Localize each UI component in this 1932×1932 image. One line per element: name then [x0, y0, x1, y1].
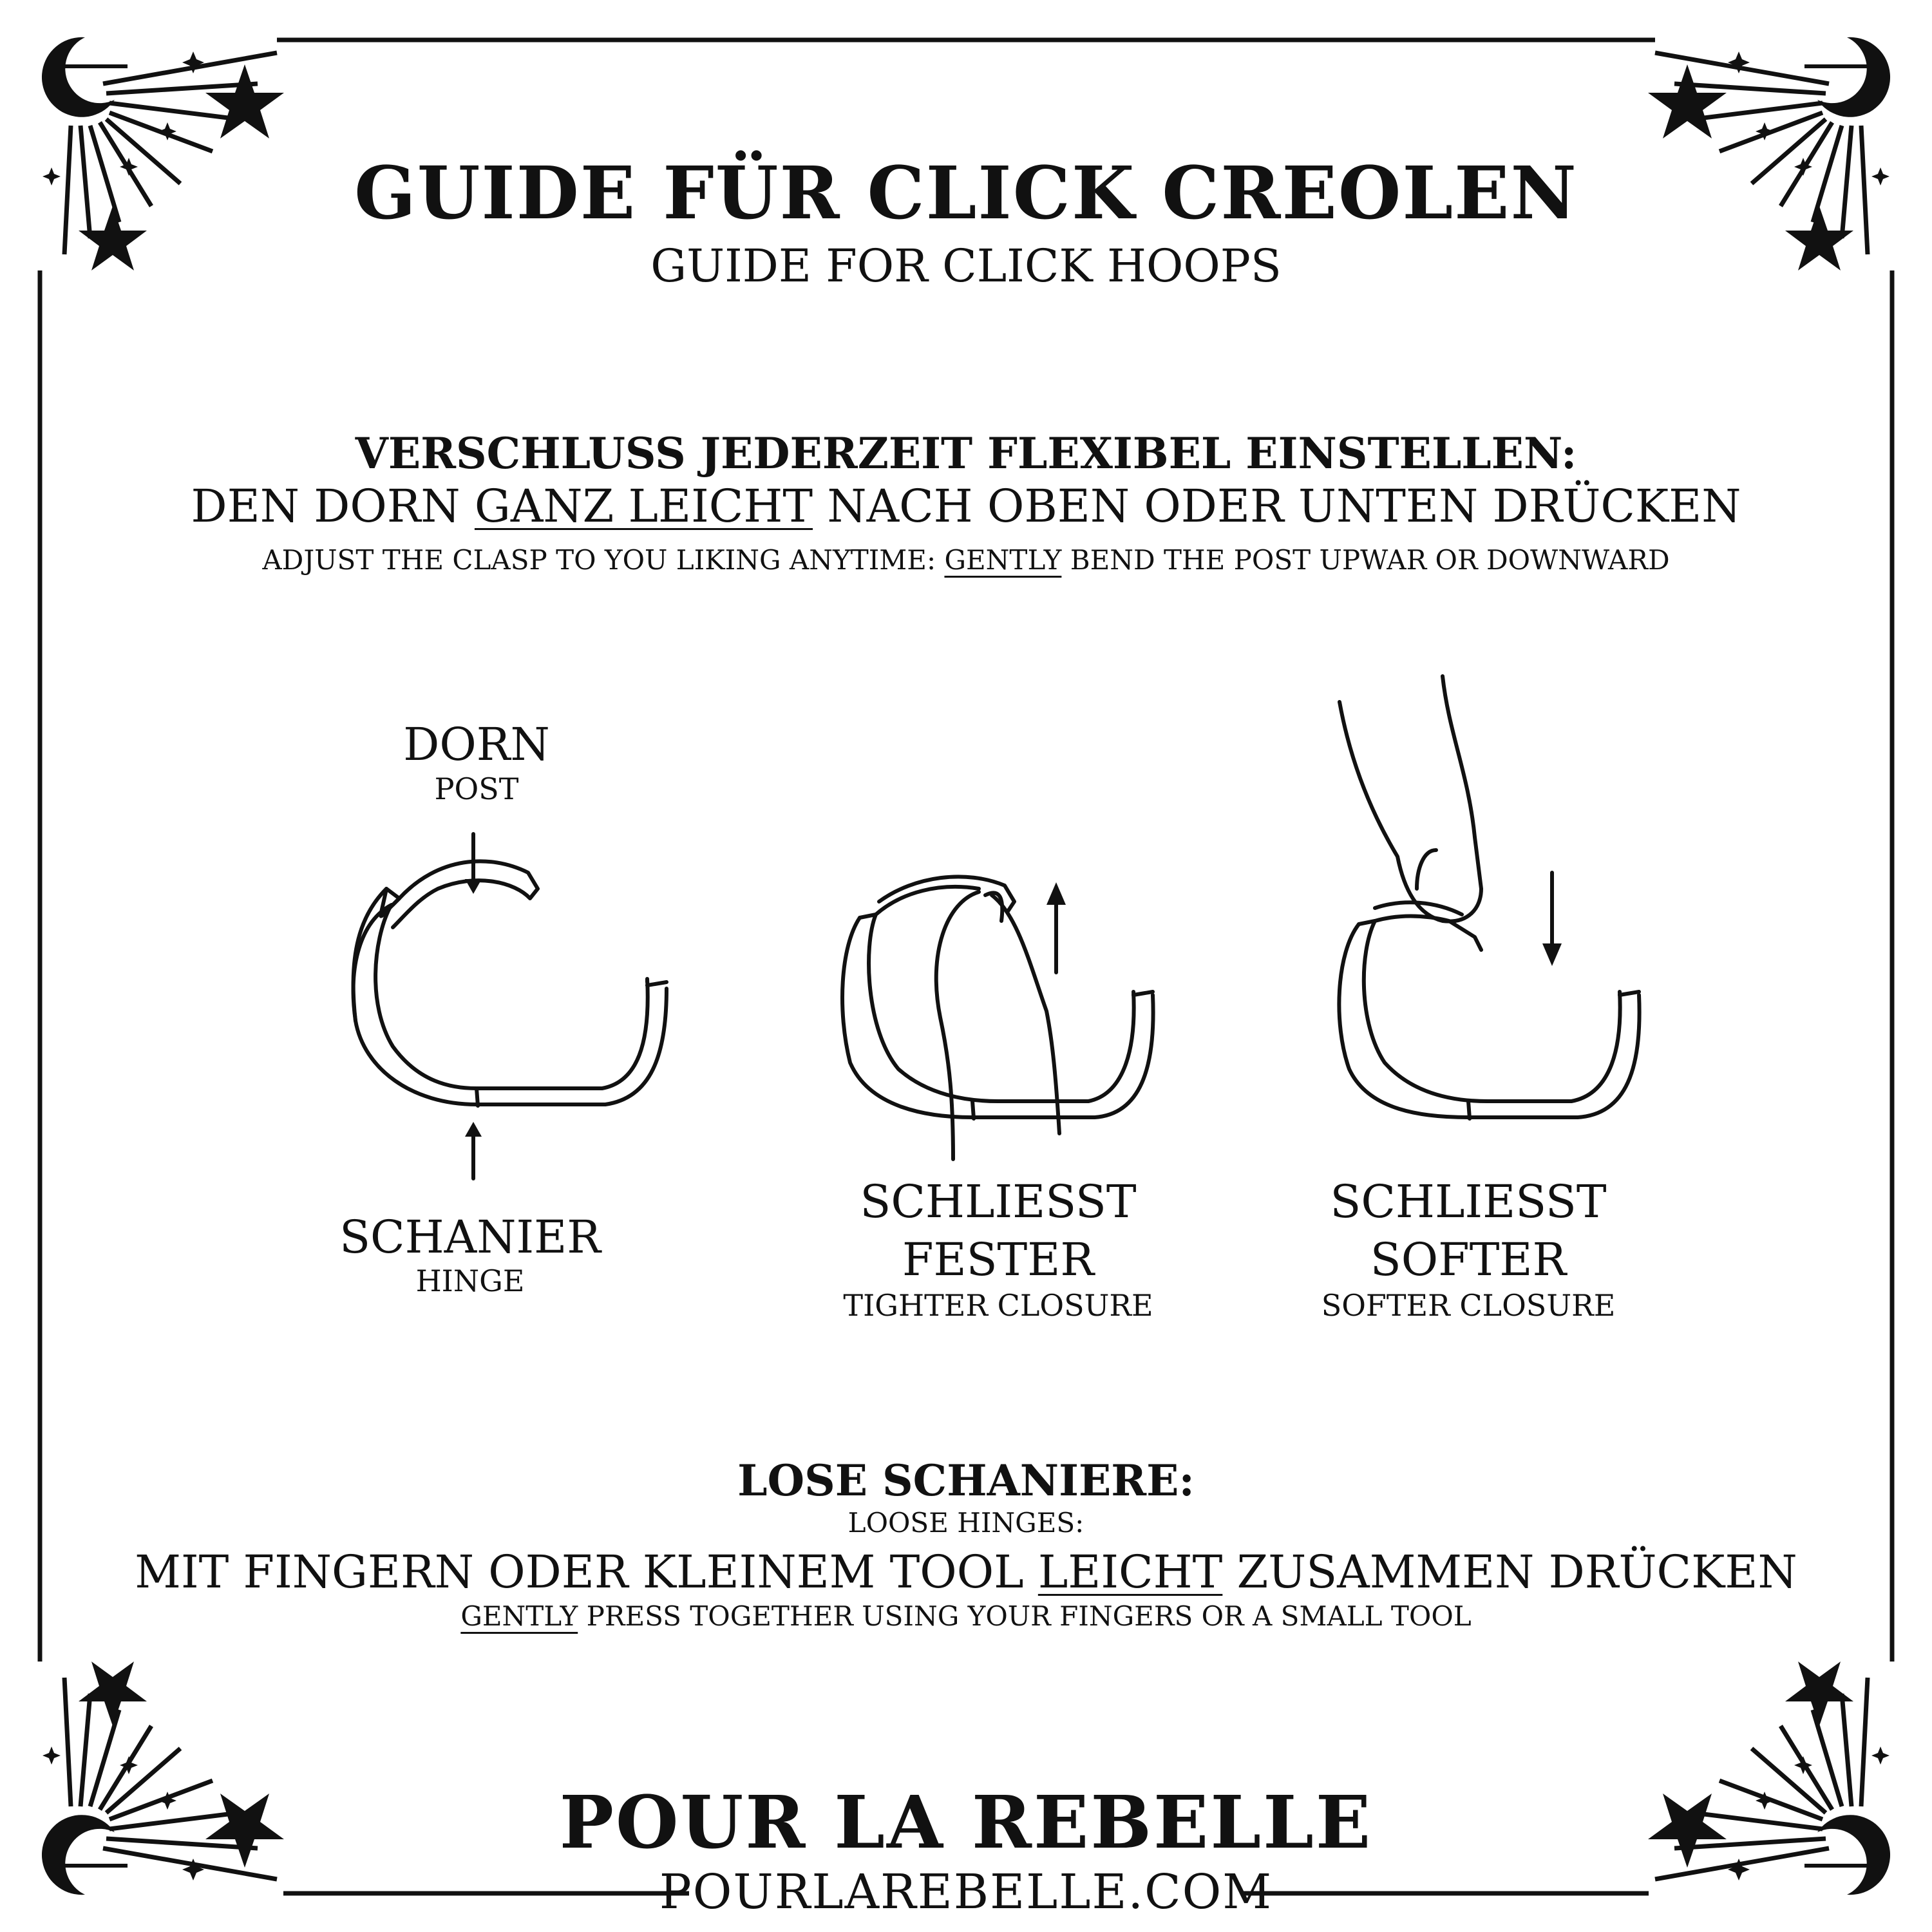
open-hoop-diagram	[332, 813, 667, 1106]
hinge-label-en: HINGE	[415, 1264, 525, 1298]
hinges-instruction-de: MIT FINGERN ODER KLEINEM TOOL LEICHT ZUSAMMEN DRÜCKEN	[135, 1546, 1797, 1598]
tighter-label-line2: FESTER	[902, 1233, 1095, 1286]
softer-closure-diagram	[1339, 676, 1639, 1119]
emphasis-gently-en: GENTLY	[944, 544, 1062, 576]
emphasis-gently-hinges: GENTLY	[460, 1600, 578, 1632]
arrow-up-icon	[465, 1122, 482, 1137]
page-title: GUIDE FÜR CLICK CREOLEN	[354, 151, 1578, 236]
emphasis-leicht: LEICHT	[1037, 1546, 1223, 1598]
post-label-en: POST	[434, 772, 519, 806]
arrow-down-icon	[1542, 943, 1562, 966]
softer-label-line2: SOFTER	[1370, 1233, 1567, 1286]
hinges-heading-de: LOSE SCHANIERE:	[737, 1455, 1195, 1506]
hinges-instruction-en: GENTLY PRESS TOGETHER USING YOUR FINGERS OR A SMALL TOOL	[460, 1600, 1472, 1632]
hinges-heading-en: LOOSE HINGES:	[848, 1507, 1084, 1539]
adjust-instruction-en: ADJUST THE CLASP TO YOU LIKING ANYTIME: GENTLY BEND THE POST UPWAR OR DOWNWARD	[262, 544, 1670, 576]
emphasis-gently-de: GANZ LEICHT	[474, 480, 813, 533]
post-label-de: DORN	[403, 718, 550, 771]
hinge-label-de: SCHANIER	[339, 1211, 601, 1264]
adjust-heading: VERSCHLUSS JEDERZEIT FLEXIBEL EINSTELLEN:	[355, 428, 1577, 478]
arrow-up-icon	[1046, 882, 1066, 905]
brand-name: POUR LA REBELLE	[559, 1781, 1373, 1865]
website-url[interactable]: POURLAREBELLE.COM	[659, 1864, 1273, 1920]
tighter-label-line1: SCHLIESST	[860, 1175, 1137, 1228]
adjust-instruction-de: DEN DORN GANZ LEICHT NACH OBEN ODER UNTEN DRÜCKEN	[191, 480, 1741, 533]
arrow-down-icon	[465, 879, 482, 894]
page-subtitle: GUIDE FOR CLICK HOOPS	[650, 240, 1282, 292]
softer-label-en: SOFTER CLOSURE	[1321, 1288, 1616, 1323]
tighter-label-en: TIGHTER CLOSURE	[843, 1288, 1153, 1323]
tighter-closure-diagram	[842, 876, 1153, 1159]
softer-label-line1: SCHLIESST	[1330, 1175, 1607, 1228]
